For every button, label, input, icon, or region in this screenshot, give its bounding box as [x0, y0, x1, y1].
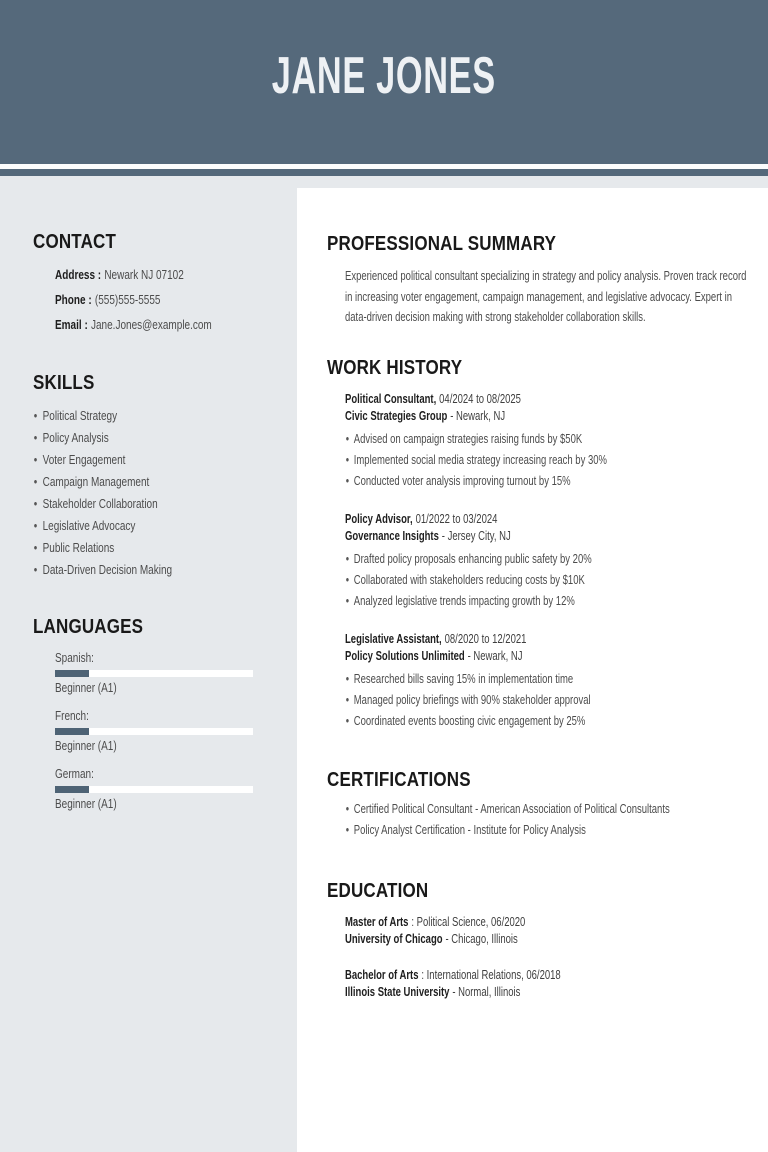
education-school: Illinois State University — [345, 983, 450, 999]
main-column — [297, 188, 768, 1152]
job-role: Policy Advisor, — [345, 510, 413, 526]
skill-item: • Campaign Management — [33, 475, 283, 489]
education-school-line — [345, 983, 744, 1000]
skill-item: • Policy Analysis — [33, 431, 283, 445]
sidebar — [0, 176, 297, 1152]
language-item — [55, 709, 273, 754]
job-entry — [345, 510, 744, 608]
job-bullet: • Collaborated with stakeholders reducing costs by $10K — [345, 573, 753, 587]
job-title-line — [345, 390, 744, 407]
language-bar-fill — [55, 728, 89, 735]
education-entry — [345, 913, 744, 947]
job-bullet: • Implemented social media strategy increasing reach by 30% — [345, 453, 753, 467]
language-level: Beginner (A1) — [55, 739, 117, 753]
job-bullet: • Drafted policy proposals enhancing public safety by 20% — [345, 552, 753, 566]
job-company-line — [345, 407, 744, 424]
job-company-line — [345, 647, 744, 664]
job-bullets — [345, 432, 744, 488]
education-degree-line — [345, 913, 744, 930]
job-bullet: • Coordinated events boosting civic engagement by 25% — [345, 714, 753, 728]
skill-item: • Data-Driven Decision Making — [33, 563, 283, 577]
education-detail: : Political Science, 06/2020 — [411, 913, 526, 929]
contact-label: Phone : — [55, 293, 92, 307]
contact-value: (555)555-5555 — [94, 293, 161, 307]
job-company-line — [345, 527, 744, 544]
job-dates: 04/2024 to 08/2025 — [439, 390, 521, 406]
contact-value: Jane.Jones@example.com — [91, 318, 212, 332]
language-name: Spanish: — [55, 651, 94, 665]
language-item — [55, 767, 273, 812]
job-entry — [345, 390, 744, 488]
contact-label: Address : — [55, 268, 102, 282]
language-bar-fill — [55, 786, 89, 793]
skills-section-title — [33, 371, 273, 395]
job-company: Governance Insights — [345, 527, 439, 543]
job-bullets — [345, 552, 744, 608]
summary-section-title — [327, 232, 744, 256]
work-history-section-title — [327, 356, 744, 380]
skill-item: • Stakeholder Collaboration — [33, 497, 283, 511]
education-section-title — [327, 879, 744, 903]
job-dates: 08/2020 to 12/2021 — [444, 630, 527, 646]
header-divider-slate — [0, 169, 768, 176]
certifications-title-text: CERTIFICATIONS — [327, 768, 471, 791]
education-degree: Master of Arts — [345, 913, 409, 929]
skill-item: • Legislative Advocacy — [33, 519, 283, 533]
language-name: German: — [55, 767, 94, 781]
education-location: - Normal, Illinois — [452, 983, 521, 999]
languages-list — [55, 651, 273, 812]
job-bullet: • Conducted voter analysis improving turnout by 15% — [345, 474, 753, 488]
resume-header — [0, 0, 768, 164]
education-detail: : International Relations, 06/2018 — [421, 966, 561, 982]
language-item — [55, 651, 273, 696]
languages-title-text: LANGUAGES — [33, 616, 144, 638]
job-location: - Newark, NJ — [450, 407, 506, 423]
contact-row-address — [55, 268, 273, 283]
job-role: Political Consultant, — [345, 390, 437, 406]
contact-title-text: CONTACT — [33, 231, 117, 253]
skill-item: • Political Strategy — [33, 409, 283, 423]
language-bar — [55, 728, 253, 735]
certification-item: • Certified Political Consultant - American Association of Political Consultants — [345, 802, 753, 816]
language-bar — [55, 786, 253, 793]
education-school: University of Chicago — [345, 930, 443, 946]
summary-title-text: PROFESSIONAL SUMMARY — [327, 233, 557, 255]
contact-label: Email : — [55, 318, 88, 332]
education-degree-line — [345, 966, 744, 983]
education-title-text: EDUCATION — [327, 879, 429, 902]
job-company: Civic Strategies Group — [345, 407, 448, 423]
work-history-title-text: WORK HISTORY — [327, 356, 463, 379]
job-title-line — [345, 510, 744, 527]
education-location: - Chicago, Illinois — [445, 930, 518, 946]
education-school-line — [345, 930, 744, 947]
language-level: Beginner (A1) — [55, 797, 117, 811]
job-location: - Newark, NJ — [467, 647, 523, 663]
skills-list — [33, 409, 273, 577]
job-company: Policy Solutions Unlimited — [345, 647, 465, 663]
contact-section-title — [33, 230, 273, 254]
job-bullet: • Advised on campaign strategies raising funds by $50K — [345, 432, 753, 446]
contact-row-phone — [55, 293, 273, 308]
language-bar — [55, 670, 253, 677]
skill-item: • Voter Engagement — [33, 453, 283, 467]
job-role: Legislative Assistant, — [345, 630, 442, 646]
job-bullet: • Analyzed legislative trends impacting growth by 12% — [345, 594, 753, 608]
job-bullet: • Researched bills saving 15% in implementation time — [345, 672, 753, 686]
contact-value: Newark NJ 07102 — [104, 268, 184, 282]
language-level: Beginner (A1) — [55, 681, 117, 695]
job-bullet: • Managed policy briefings with 90% stakeholder approval — [345, 693, 753, 707]
language-name: French: — [55, 709, 89, 723]
certification-item: • Policy Analyst Certification - Institute for Policy Analysis — [345, 823, 753, 837]
job-entry — [345, 630, 744, 728]
job-location: - Jersey City, NJ — [441, 527, 511, 543]
skills-title-text: SKILLS — [33, 372, 95, 394]
job-title-line — [345, 630, 744, 647]
certifications-section-title — [327, 768, 744, 792]
skill-item: • Public Relations — [33, 541, 283, 555]
job-bullets — [345, 672, 744, 728]
education-entry — [345, 966, 744, 1000]
certifications-list — [345, 802, 744, 837]
language-bar-fill — [55, 670, 89, 677]
languages-section-title — [33, 615, 273, 639]
education-degree: Bachelor of Arts — [345, 966, 419, 982]
job-dates: 01/2022 to 03/2024 — [415, 510, 498, 526]
contact-list — [55, 268, 273, 333]
candidate-name: JANE JONES — [271, 47, 497, 105]
summary-text: Experienced political consultant specializing in strategy and policy analysis. Proven track record in increasing voter engagement, campaign management, and legislative advocacy. Expert in data-driven decision making with strong stakeholder collaboration skills. — [345, 268, 747, 324]
contact-row-email — [55, 318, 273, 333]
